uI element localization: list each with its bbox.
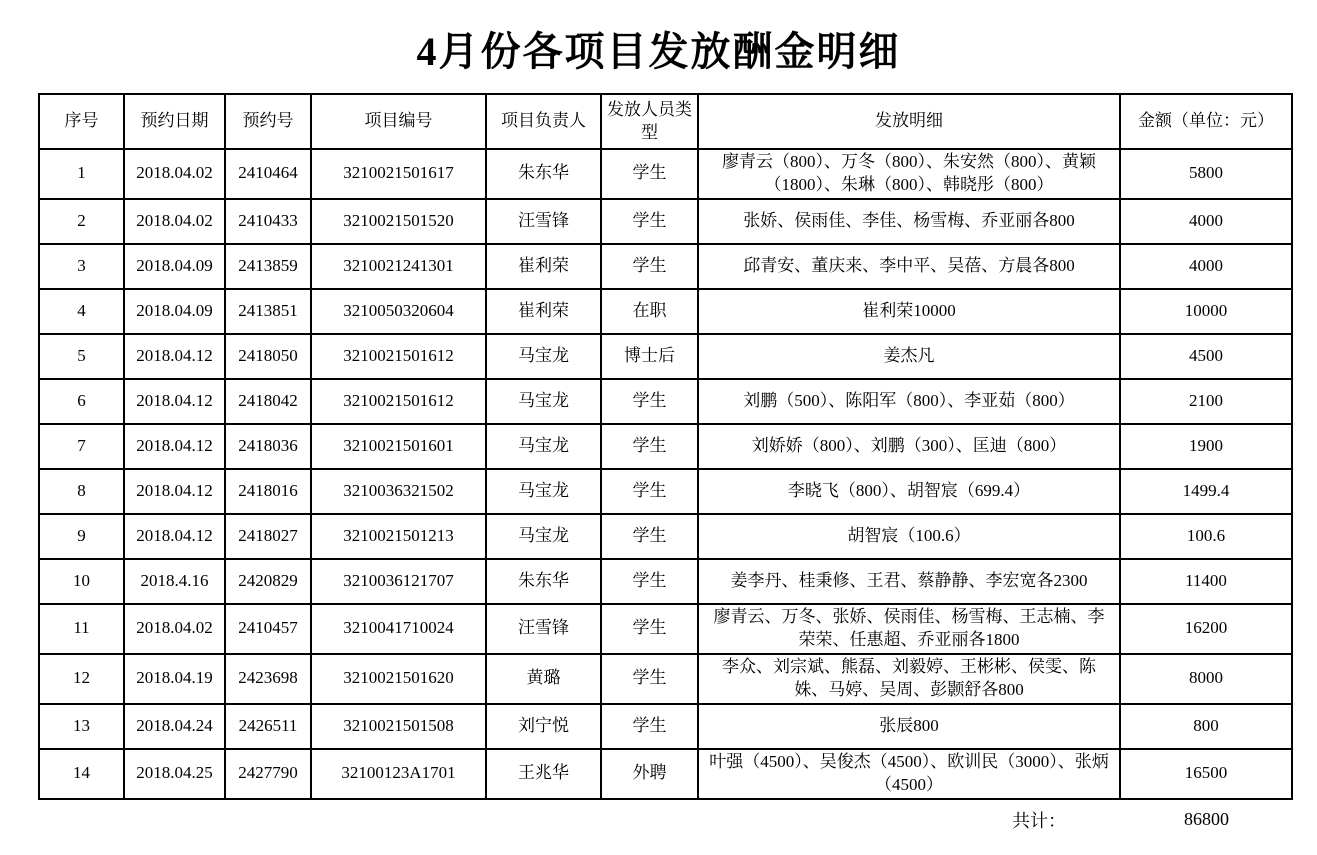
table-cell: 2018.04.02 [124,199,225,244]
table-cell: 2018.04.09 [124,289,225,334]
table-cell: 4000 [1120,244,1292,289]
table-cell: 学生 [601,424,698,469]
table-cell: 4000 [1120,199,1292,244]
table-cell: 刘宁悦 [486,704,601,749]
table-cell: 9 [39,514,124,559]
table-cell: 1499.4 [1120,469,1292,514]
column-header: 发放明细 [698,94,1120,149]
table-cell: 11 [39,604,124,654]
table-cell: 2018.04.12 [124,514,225,559]
table-cell: 3210021501612 [311,334,486,379]
table-cell: 2426511 [225,704,311,749]
table-cell: 2018.04.12 [124,469,225,514]
table-cell: 汪雪锋 [486,604,601,654]
table-cell: 学生 [601,604,698,654]
table-row [39,469,1292,514]
table-cell: 2018.4.16 [124,559,225,604]
column-header: 预约号 [225,94,311,149]
table-row [39,514,1292,559]
table-cell: 2018.04.09 [124,244,225,289]
table-cell: 14 [39,749,124,799]
table-cell: 学生 [601,244,698,289]
table-body [39,149,1292,799]
table-cell: 刘鹏（500）、陈阳军（800）、李亚茹（800） [698,379,1120,424]
table-cell: 3210021501612 [311,379,486,424]
table-cell: 叶强（4500）、吴俊杰（4500）、欧训民（3000）、张炳（4500） [698,749,1120,799]
table-cell: 崔利荣 [486,289,601,334]
table-cell: 学生 [601,379,698,424]
table-cell: 张娇、侯雨佳、李佳、杨雪梅、乔亚丽各800 [698,199,1120,244]
table-cell: 外聘 [601,749,698,799]
table-cell: 王兆华 [486,749,601,799]
table-cell: 3 [39,244,124,289]
table-cell: 100.6 [1120,514,1292,559]
table-cell: 汪雪锋 [486,199,601,244]
table-cell: 学生 [601,199,698,244]
table-cell: 2418036 [225,424,311,469]
table-cell: 2410464 [225,149,311,199]
table-cell: 学生 [601,149,698,199]
table-cell: 朱东华 [486,559,601,604]
table-cell: 8000 [1120,654,1292,704]
total-label: 共计： [1012,810,1066,831]
table-cell: 李众、刘宗斌、熊磊、刘毅婷、王彬彬、侯雯、陈姝、马婷、吴周、彭颢舒各800 [698,654,1120,704]
table-cell: 马宝龙 [486,424,601,469]
table-cell: 姜李丹、桂秉修、王君、蔡静静、李宏宽各2300 [698,559,1120,604]
table-cell: 3210021501508 [311,704,486,749]
table-cell: 李晓飞（800）、胡智宸（699.4） [698,469,1120,514]
table-cell: 2420829 [225,559,311,604]
column-header: 预约日期 [124,94,225,149]
table-row [39,334,1292,379]
table-cell: 2018.04.25 [124,749,225,799]
table-cell: 1 [39,149,124,199]
table-cell: 10 [39,559,124,604]
header-row [39,94,1292,149]
table-cell: 2418016 [225,469,311,514]
table-cell: 4 [39,289,124,334]
table-cell: 学生 [601,704,698,749]
table-cell: 2410433 [225,199,311,244]
table-cell: 5800 [1120,149,1292,199]
table-cell: 16200 [1120,604,1292,654]
table-cell: 2413859 [225,244,311,289]
table-cell: 邱青安、董庆来、李中平、吴蓓、方晨各800 [698,244,1120,289]
table-cell: 2100 [1120,379,1292,424]
table-cell: 刘娇娇（800）、刘鹏（300）、匡迪（800） [698,424,1120,469]
table-cell: 12 [39,654,124,704]
table-cell: 2018.04.19 [124,654,225,704]
table-cell: 16500 [1120,749,1292,799]
table-cell: 7 [39,424,124,469]
table-cell: 3210021501213 [311,514,486,559]
table-cell: 学生 [601,559,698,604]
table-cell: 马宝龙 [486,469,601,514]
table-cell: 2018.04.24 [124,704,225,749]
table-cell: 1900 [1120,424,1292,469]
table-cell: 4500 [1120,334,1292,379]
table-row [39,149,1292,199]
table-cell: 8 [39,469,124,514]
total-value: 86800 [1184,809,1229,829]
table-row [39,424,1292,469]
table-row [39,749,1292,799]
table-row [39,379,1292,424]
table-cell: 马宝龙 [486,334,601,379]
table-cell: 3210041710024 [311,604,486,654]
table-cell: 3210021241301 [311,244,486,289]
table-cell: 3210021501617 [311,149,486,199]
table-cell: 11400 [1120,559,1292,604]
table-cell: 姜杰凡 [698,334,1120,379]
table-cell: 2418027 [225,514,311,559]
table-cell: 2427790 [225,749,311,799]
table-cell: 3210036121707 [311,559,486,604]
column-header: 序号 [39,94,124,149]
table-cell: 2423698 [225,654,311,704]
table-cell: 3210021501601 [311,424,486,469]
table-row [39,654,1292,704]
table-cell: 朱东华 [486,149,601,199]
page-title: 4月份各项目发放酬金明细 [416,29,901,74]
table-cell: 2418050 [225,334,311,379]
payment-table [38,93,1293,800]
total-row [38,807,1291,833]
table-row [39,289,1292,334]
table-cell: 3210021501520 [311,199,486,244]
table-cell: 32100123A1701 [311,749,486,799]
table-cell: 黄璐 [486,654,601,704]
table-cell: 马宝龙 [486,379,601,424]
table-cell: 10000 [1120,289,1292,334]
table-row [39,244,1292,289]
table-cell: 博士后 [601,334,698,379]
table-cell: 5 [39,334,124,379]
table-cell: 2018.04.12 [124,379,225,424]
table-cell: 13 [39,704,124,749]
table-cell: 崔利荣10000 [698,289,1120,334]
table-cell: 2018.04.12 [124,334,225,379]
table-cell: 学生 [601,514,698,559]
table-cell: 2018.04.12 [124,424,225,469]
column-header: 项目负责人 [486,94,601,149]
table-cell: 马宝龙 [486,514,601,559]
column-header: 项目编号 [311,94,486,149]
table-cell: 张辰800 [698,704,1120,749]
table-row [39,704,1292,749]
table-cell: 2 [39,199,124,244]
column-header: 金额（单位：元） [1120,94,1292,149]
table-cell: 在职 [601,289,698,334]
table-cell: 胡智宸（100.6） [698,514,1120,559]
table-cell: 3210036321502 [311,469,486,514]
table-cell: 崔利荣 [486,244,601,289]
table-cell: 2018.04.02 [124,604,225,654]
table-cell: 学生 [601,654,698,704]
table-cell: 学生 [601,469,698,514]
table-cell: 3210021501620 [311,654,486,704]
table-cell: 2018.04.02 [124,149,225,199]
table-row [39,604,1292,654]
table-cell: 2410457 [225,604,311,654]
column-header: 发放人员类型 [601,94,698,149]
table-cell: 3210050320604 [311,289,486,334]
table-cell: 2418042 [225,379,311,424]
table-cell: 800 [1120,704,1292,749]
table-row [39,199,1292,244]
table-cell: 廖青云（800）、万冬（800）、朱安然（800）、黄颖（1800）、朱琳（800）、韩晓彤（800） [698,149,1120,199]
table-cell: 廖青云、万冬、张娇、侯雨佳、杨雪梅、王志楠、李荣荣、任惠超、乔亚丽各1800 [698,604,1120,654]
table-row [39,559,1292,604]
table-cell: 6 [39,379,124,424]
table-cell: 2413851 [225,289,311,334]
